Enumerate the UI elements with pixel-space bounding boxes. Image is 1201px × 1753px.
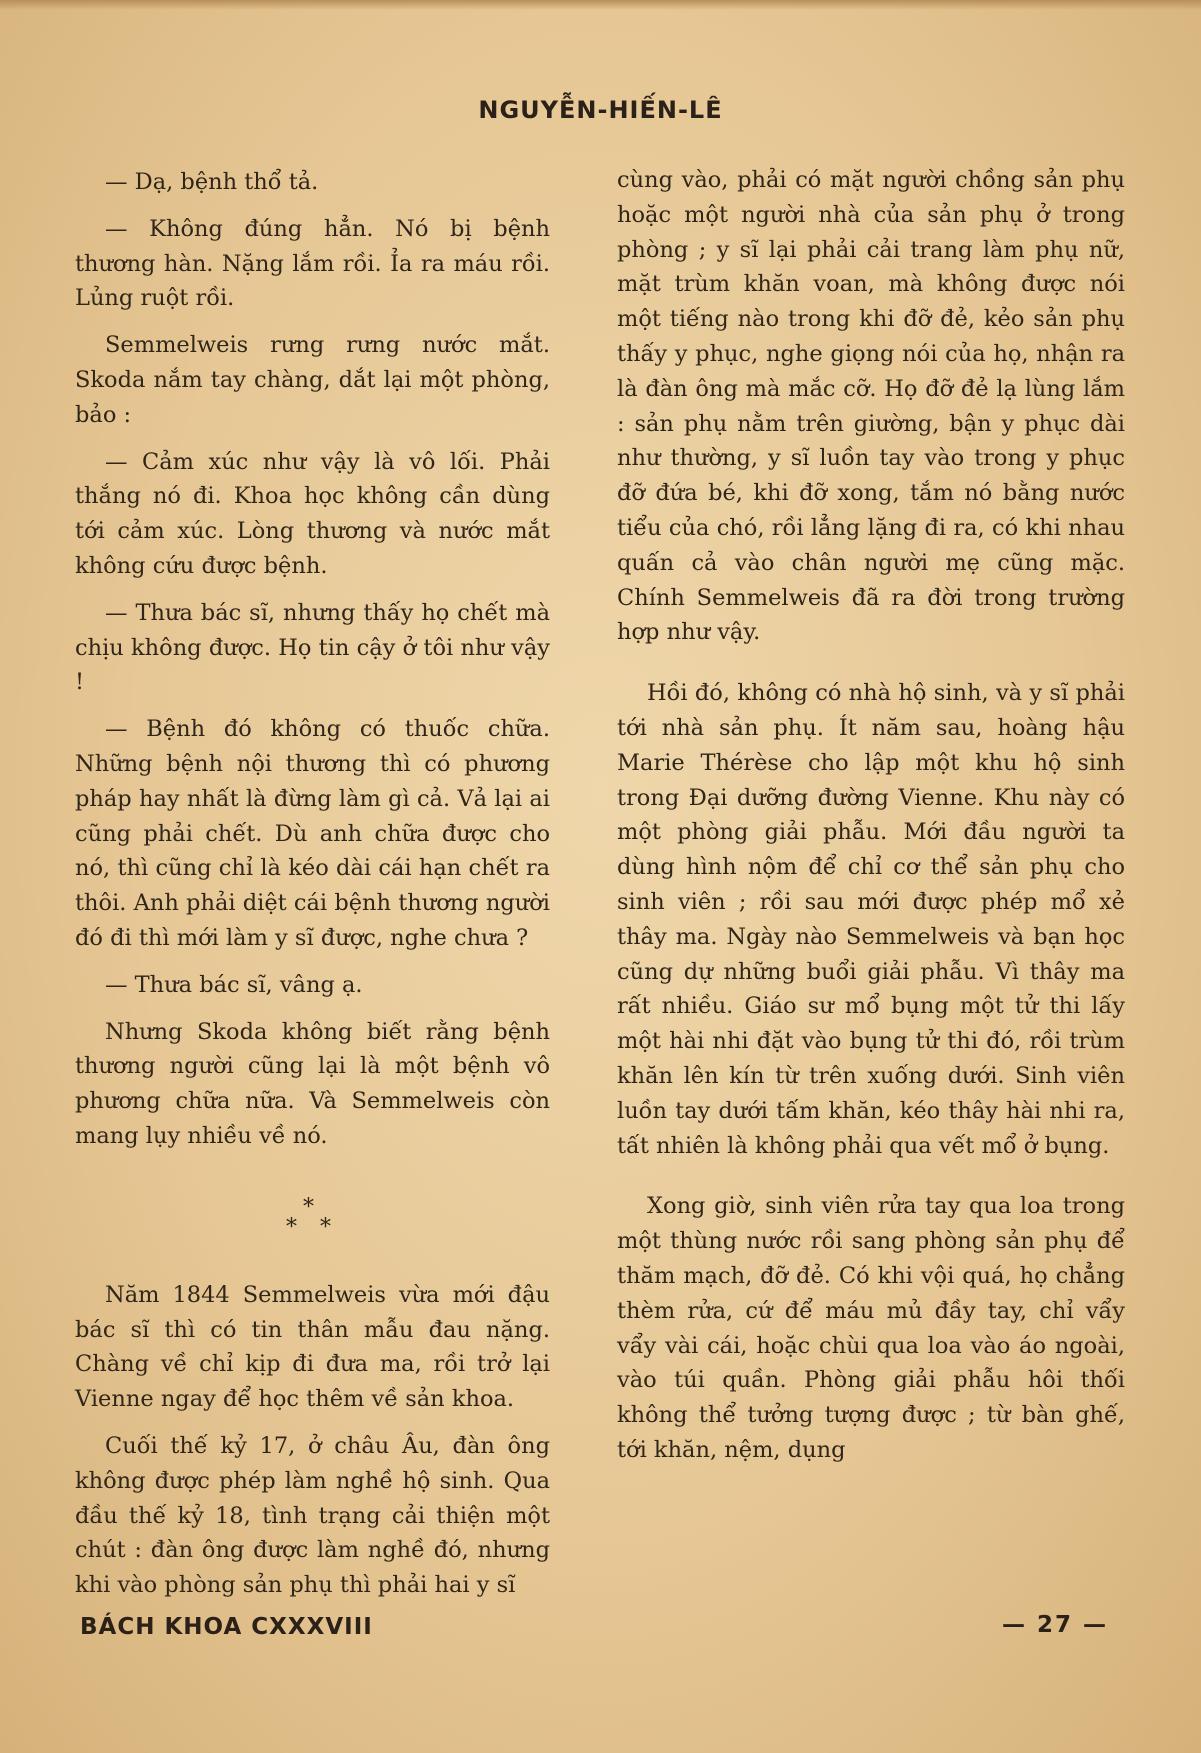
- paragraph: Cuối thế kỷ 17, ở châu Âu, đàn ông không được phép làm nghề hộ sinh. Qua đầu thế kỷ 18, tình trạng cải thiện một chút : đàn ông được làm nghề đó, nhưng khi vào phòng sản phụ thì phải hai y sĩ: [75, 1432, 550, 1599]
- publication-name: BÁCH KHOA CXXXVIII: [80, 1614, 373, 1640]
- running-header: NGUYỄN-HIẾN-LÊ: [478, 96, 723, 124]
- left-column: [75, 165, 550, 1615]
- page-number: — 27 —: [1002, 1612, 1109, 1638]
- paragraph: Semmelweis rưng rưng nước mắt. Skoda nắm tay chàng, dắt lại một phòng, bảo :: [75, 332, 550, 428]
- paragraph: — Bệnh đó không có thuốc chữa. Những bệnh nội thương thì có phương pháp hay nhất là đừng làm gì cả. Vả lại ai cũng phải chết. Dù anh chữa được cho nó, thì cũng chỉ là kéo dài cái hạn chết ra thôi. Anh phải diệt cái bệnh thương người đó đi thì mới làm y sĩ được, nghe chưa ?: [75, 716, 550, 951]
- paragraph: — Dạ, bệnh thổ tả.: [105, 169, 319, 195]
- paragraph: cùng vào, phải có mặt người chồng sản phụ hoặc một người nhà của sản phụ ở trong phòng ; y sĩ lại phải cải trang làm phụ nữ, mặt trùm khăn voan, mà không được nói một tiếng nào trong khi đỡ đẻ, kẻo sản phụ thấy y phục, nghe giọng nói của họ, nhận ra là đàn ông mà mắc cỡ. Họ đỡ đẻ lạ lùng lắm : sản phụ nằm trên giường, bận y phục dài như thường, y sĩ luồn tay vào trong y phục đỡ đứa bé, khi đỡ xong, tắm nó bằng nước tiểu của chó, rồi lẳng lặng đi ra, có khi nhau quấn cả vào chân người mẹ cũng mặc. Chính Semmelweis đã ra đời trong trường hợp như vậy.: [617, 167, 1125, 646]
- paragraph: — Cảm xúc như vậy là vô lối. Phải thắng nó đi. Khoa học không cần dùng tới cảm xúc. Lòng thương và nước mắt không cứu được bệnh.: [75, 448, 550, 579]
- paragraph: Năm 1844 Semmelweis vừa mới đậu bác sĩ thì có tin thân mẫu đau nặng. Chàng về chỉ kịp đi đưa ma, rồi trở lại Vienne ngay để học thêm về sản khoa.: [75, 1281, 550, 1413]
- paragraph: Nhưng Skoda không biết rằng bệnh thương người cũng lại là một bệnh vô phương chữa nữa. Và Semmelweis còn mang lụy nhiều về nó.: [75, 1018, 550, 1149]
- right-column: [617, 163, 1125, 1480]
- paragraph: — Thưa bác sĩ, nhưng thấy họ chết mà chịu không được. Họ tin cậy ở tôi như vậy !: [75, 599, 550, 696]
- paragraph: — Không đúng hẳn. Nó bị bệnh thương hàn. Nặng lắm rồi. Ỉa ra máu rồi. Lủng ruột rồi.: [75, 215, 550, 312]
- section-separator: * * *: [286, 1194, 339, 1240]
- paragraph: Xong giờ, sinh viên rửa tay qua loa trong một thùng nước rồi sang phòng sản phụ để thăm mạch, đỡ đẻ. Có khi vội quá, họ chẳng thèm rửa, cứ để máu mủ đầy tay, chỉ vẩy vẩy vài cái, hoặc chùi qua loa vào áo ngoài, vào túi quần. Phòng giải phẫu hôi thối không thể tưởng tượng được ; từ bàn ghế, tới khăn, nệm, dụng: [617, 1193, 1125, 1463]
- paragraph: — Thưa bác sĩ, vâng ạ.: [105, 971, 363, 998]
- paragraph: Hồi đó, không có nhà hộ sinh, và y sĩ phải tới nhà sản phụ. Ít năm sau, hoàng hậu Marie Thérèse cho lập một khu hộ sinh trong Đại dưỡng đường Vienne. Khu này có một phòng giải phẫu. Mới đầu người ta dùng hình nộm để chỉ cơ thể sản phụ cho sinh viên ; rồi sau mới được phép mổ xẻ thây ma. Ngày nào Semmelweis và bạn học cũng dự những buổi giải phẫu. Vì thây ma rất nhiều. Giáo sư mổ bụng một tử thi lấy một hài nhi đặt vào bụng tử thi đó, rồi trùm khăn lên kín từ trên xuống dưới. Sinh viên luồn tay dưới tấm khăn, kéo thây hài nhi ra, tất nhiên là không phải qua vết mổ ở bụng.: [617, 680, 1125, 1159]
